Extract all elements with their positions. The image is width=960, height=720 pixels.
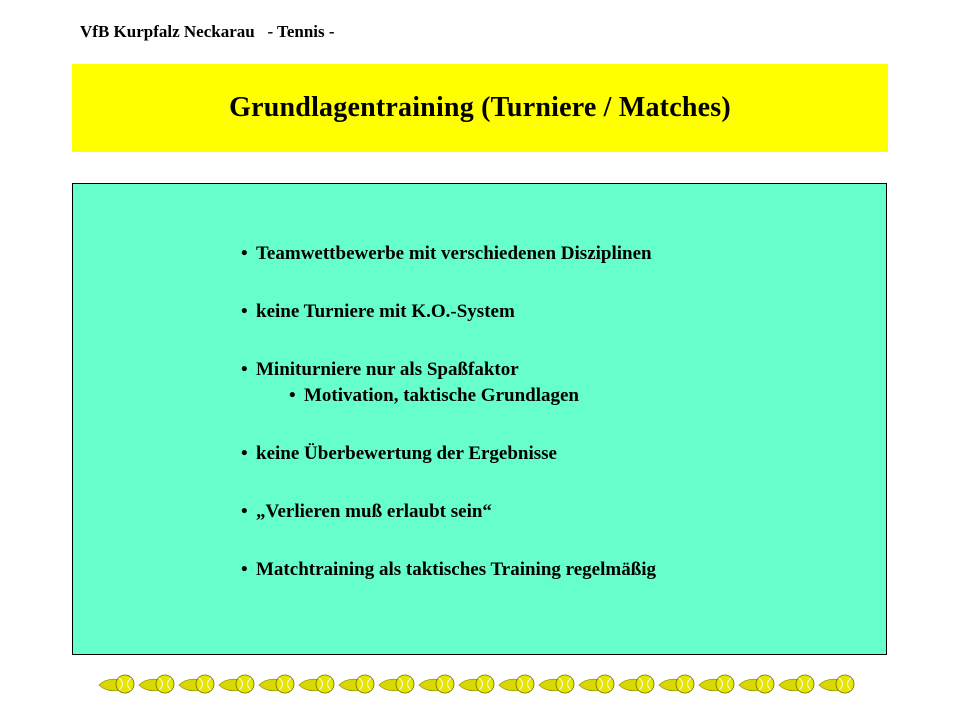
title-banner <box>72 64 888 152</box>
tennis-ball-icon <box>819 675 854 693</box>
tennis-ball-icon <box>259 675 294 693</box>
tennis-ball-icon <box>659 675 694 693</box>
tennis-ball-icon <box>779 675 814 693</box>
tennis-ball-icon <box>739 675 774 693</box>
bullet-item <box>241 500 656 523</box>
page-title: Grundlagentraining (Turniere / Matches) <box>229 92 731 123</box>
tennis-ball-icon <box>179 675 214 693</box>
club-header: VfB Kurpfalz Neckarau - Tennis - <box>80 22 335 41</box>
bullet-text: Matchtraining als taktisches Training regelmäßig <box>256 559 657 580</box>
bullet-item <box>241 558 656 581</box>
bullet-item <box>241 358 656 381</box>
tennis-ball-icon <box>379 675 414 693</box>
tennis-ball-icon <box>459 675 494 693</box>
bullet-dot: • <box>241 443 248 464</box>
tennis-ball-icon <box>339 675 374 693</box>
bullet-item <box>241 442 656 465</box>
bullet-list <box>241 242 656 581</box>
bullet-text: Miniturniere nur als Spaßfaktor <box>256 359 519 380</box>
sub-bullet-item <box>241 384 656 407</box>
content-box <box>72 183 887 655</box>
bullet-item <box>241 300 656 323</box>
bullet-item <box>241 242 656 265</box>
tennis-ball-icon <box>619 675 654 693</box>
tennis-ball-icon <box>139 675 174 693</box>
bullet-dot: • <box>289 385 296 406</box>
tennis-ball-icon <box>699 675 734 693</box>
tennis-ball-icon <box>539 675 574 693</box>
tennis-ball-icon <box>579 675 614 693</box>
bullet-dot: • <box>241 501 248 522</box>
bullet-dot: • <box>241 243 248 264</box>
bullet-text: „Verlieren muß erlaubt sein“ <box>256 501 492 522</box>
tennis-ball-icon <box>299 675 334 693</box>
bullet-text: keine Überbewertung der Ergebnisse <box>256 443 557 464</box>
bullet-dot: • <box>241 359 248 380</box>
tennis-ball-icon <box>499 675 534 693</box>
bullet-text: keine Turniere mit K.O.-System <box>256 301 515 322</box>
bullet-dot: • <box>241 559 248 580</box>
tennis-ball-icon <box>419 675 454 693</box>
bullet-text: Motivation, taktische Grundlagen <box>304 385 579 406</box>
bullet-dot: • <box>241 301 248 322</box>
tennis-ball-icon <box>99 675 134 693</box>
tennis-ball-icon <box>219 675 254 693</box>
tennis-ball-strip <box>97 668 873 698</box>
bullet-text: Teamwettbewerbe mit verschiedenen Disziplinen <box>256 243 652 264</box>
